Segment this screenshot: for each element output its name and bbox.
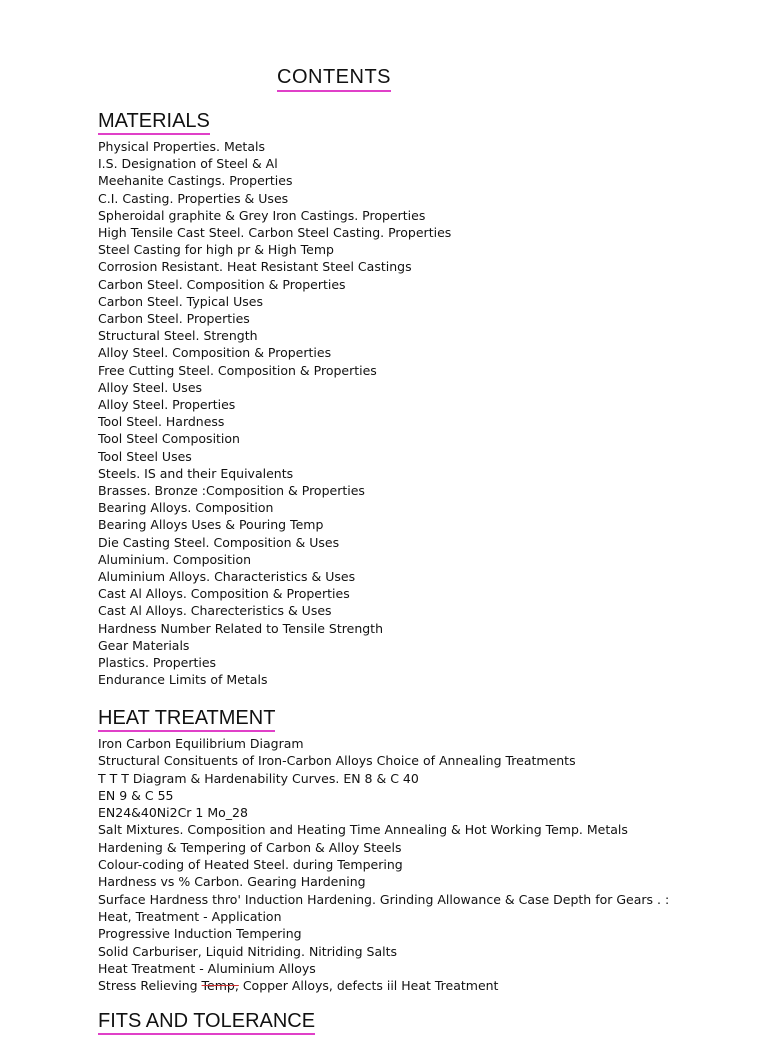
list-item: Hardness vs % Carbon. Gearing Hardening	[98, 874, 366, 890]
list-item: Tool Steel Uses	[98, 448, 192, 464]
list-item: Surface Hardness thro' Induction Hardening. Grinding Allowance & Case Depth for Gears . :	[98, 891, 670, 907]
list-item: Carbon Steel. Properties	[98, 311, 250, 327]
list-item: Heat Treatment - Aluminium Alloys	[98, 960, 316, 976]
list-item: Colour-coding of Heated Steel. during Tempering	[98, 857, 403, 873]
list-item: Gear Materials	[98, 637, 190, 653]
list-item: Heat, Treatment - Application	[98, 908, 282, 924]
list-item: Structural Consituents of Iron-Carbon Alloys Choice of Annealing Treatments	[98, 753, 576, 769]
section-fits-and-tolerance	[98, 1010, 315, 1038]
item-text: Copper Alloys, defects iil Heat Treatment	[238, 978, 499, 994]
list-item: Alloy Steel. Properties	[98, 397, 236, 413]
list-item: Brasses. Bronze :Composition & Properties	[98, 483, 365, 499]
list-item: Bearing Alloys Uses & Pouring Temp	[98, 517, 324, 533]
section-materials	[98, 110, 451, 689]
list-item: Endurance Limits of Metals	[98, 672, 268, 688]
list-item: Free Cutting Steel. Composition & Properties	[98, 362, 377, 378]
list-item: Structural Steel. Strength	[98, 328, 258, 344]
list-item: Hardness Number Related to Tensile Strength	[98, 620, 383, 636]
struck-text: Temp,	[201, 978, 239, 994]
list-item: Salt Mixtures. Composition and Heating Time Annealing & Hot Working Temp. Metals	[98, 822, 628, 838]
list-item: Carbon Steel. Typical Uses	[98, 293, 263, 309]
list-item: Aluminium Alloys. Characteristics & Uses	[98, 569, 356, 585]
list-item: Cast Al Alloys. Charecteristics & Uses	[98, 603, 332, 619]
list-item: I.S. Designation of Steel & Al	[98, 156, 278, 172]
list-item: Corrosion Resistant. Heat Resistant Steel Castings	[98, 259, 412, 275]
list-item: EN24&40Ni2Cr 1 Mo_28	[98, 805, 248, 821]
list-item: Spheroidal graphite & Grey Iron Castings. Properties	[98, 207, 426, 223]
list-item: Steel Casting for high pr & High Temp	[98, 242, 334, 258]
list-item: Physical Properties. Metals	[98, 139, 265, 154]
list-item: Meehanite Castings. Properties	[98, 173, 293, 189]
list-item: Tool Steel Composition	[98, 431, 240, 447]
list-item: Aluminium. Composition	[98, 551, 252, 567]
list-item: Carbon Steel. Composition & Properties	[98, 276, 346, 292]
page-title: CONTENTS	[277, 66, 391, 92]
materials-list	[98, 138, 451, 689]
list-item: Bearing Alloys. Composition	[98, 500, 274, 516]
list-item: Die Casting Steel. Composition & Uses	[98, 534, 340, 550]
list-item: EN 9 & C 55	[98, 787, 174, 803]
section-heat-treatment	[98, 707, 669, 994]
heat-treatment-list	[98, 735, 669, 994]
list-item: Tool Steel. Hardness	[98, 414, 225, 430]
list-item: C.I. Casting. Properties & Uses	[98, 190, 289, 206]
list-item: Steels. IS and their Equivalents	[98, 465, 294, 481]
list-item: T T T Diagram & Hardenability Curves. EN 8 & C 40	[98, 770, 419, 786]
list-item: Plastics. Properties	[98, 655, 217, 671]
list-item: Cast Al Alloys. Composition & Properties	[98, 586, 350, 602]
section-heading: MATERIALS	[98, 110, 210, 135]
list-item: Alloy Steel. Uses	[98, 379, 203, 395]
list-item: Iron Carbon Equilibrium Diagram	[98, 736, 304, 751]
list-item: Hardening & Tempering of Carbon & Alloy Steels	[98, 839, 402, 855]
list-item: Solid Carburiser, Liquid Nitriding. Nitriding Salts	[98, 943, 397, 959]
list-item: High Tensile Cast Steel. Carbon Steel Casting. Properties	[98, 225, 452, 241]
list-item	[98, 977, 669, 994]
section-heading: HEAT TREATMENT	[98, 707, 275, 732]
item-text: Stress Relieving	[98, 978, 202, 994]
list-item: Alloy Steel. Composition & Properties	[98, 345, 332, 361]
section-heading: FITS AND TOLERANCE	[98, 1010, 315, 1035]
list-item: Progressive Induction Tempering	[98, 926, 302, 942]
